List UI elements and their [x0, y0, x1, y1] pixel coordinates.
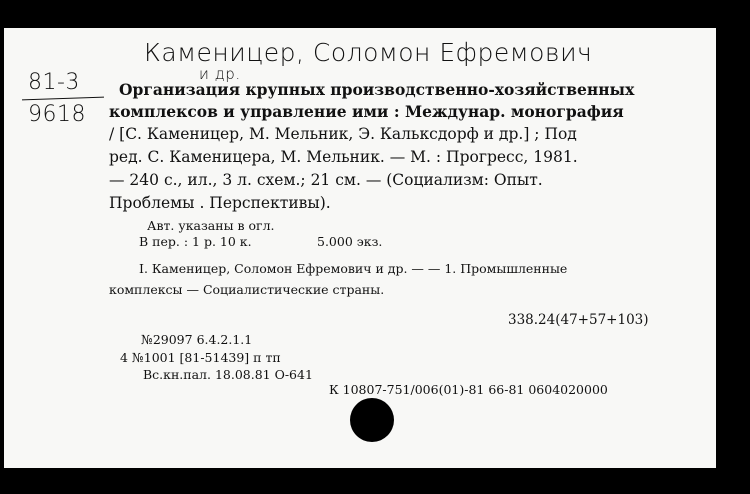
book-chamber-date: Вс.кн.пал. 18.08.81 О-641 [143, 367, 313, 382]
title-line-5: — 240 с., ил., 3 л. схем.; 21 см. — (Социализм: Опыт. [109, 171, 543, 189]
book-chamber-number: 4 №1001 [81-51439] п тп [120, 350, 281, 365]
tracings-line-2: комплексы — Социалистические страны. [109, 282, 385, 297]
title-line-3: / [С. Каменицер, М. Мельник, Э. Калькcдорф и др.] ; Под [109, 125, 577, 143]
card-punch-hole [350, 398, 394, 442]
shelf-mark-bottom: 9618 [28, 102, 86, 127]
shelf-mark-top: 81-3 [28, 70, 80, 95]
catalog-card [4, 28, 716, 468]
title-line-2: комплексов и управление ими : Междунар. монография [109, 102, 624, 121]
print-run: 5.000 экз. [317, 234, 383, 249]
price-note: В пер. : 1 р. 10 к. [139, 234, 252, 249]
title-line-4: ред. С. Каменицера, М. Мельник. — М. : Прогресс, 1981. [109, 148, 578, 166]
classification-index: 338.24(47+57+103) [508, 312, 649, 328]
k-code: К 10807-751/006(01)-81 66-81 0604020000 [329, 382, 608, 397]
handwritten-author: Каменицер, Соломон Ефремович [144, 38, 593, 67]
title-line-1: Организация крупных производственно-хозяйственных [119, 80, 635, 99]
shelf-mark-divider [22, 97, 104, 101]
title-line-6: Проблемы . Перспективы). [109, 194, 331, 212]
handwritten-author-suffix: и др. [199, 65, 241, 83]
registration-number: №29097 6.4.2.1.1 [141, 332, 253, 347]
tracings-line-1: I. Каменицер, Соломон Ефремович и др. — — 1. Промышленные [139, 261, 568, 276]
authors-note: Авт. указаны в огл. [147, 218, 275, 233]
